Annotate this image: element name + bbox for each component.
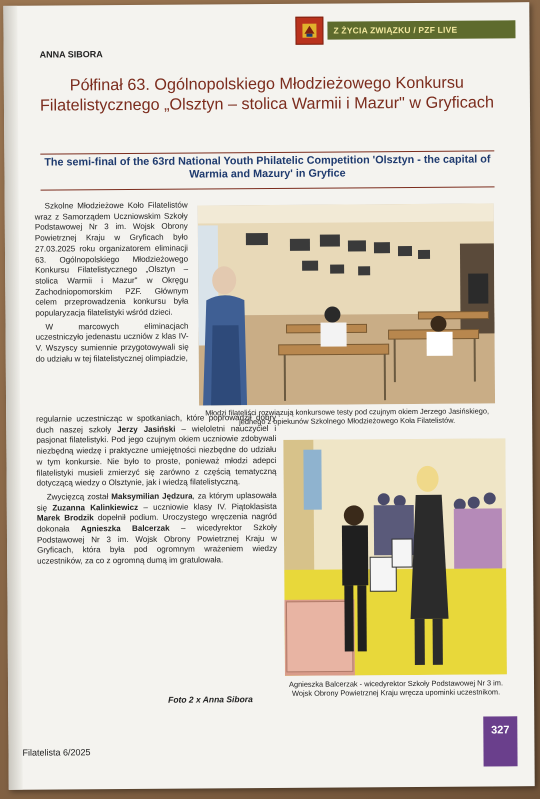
magazine-page: [3, 2, 534, 790]
presenter-name: Agnieszka Balcerzak: [80, 523, 170, 534]
award-ceremony-photo: [283, 438, 507, 676]
page-number: 327: [483, 716, 517, 766]
pzf-emblem-icon: [295, 17, 323, 45]
paragraph-2: W marcowych eliminacjach uczestniczyło jedenastu uczniów z klas IV-V. Wszyscy sumiennie przygotowywali się do udziału w tej filatelistycznej olimpiadzie,: [35, 321, 189, 364]
teacher-name: Jerzy Jasiński: [117, 424, 176, 434]
article-column-wide: [36, 413, 277, 571]
photo-caption-1: Młodzi filateliści rozwiązują konkursowe testy pod czujnym okiem Jerzego Jasińskiego, jednego z opiekunów Szkolnego Młodzieżowego Koła Filatelistów.: [205, 406, 490, 427]
p3-text-start: regularnie uczestnicząc w spotkaniach, które poprowadził dobry duch naszej szkoły: [36, 412, 277, 435]
photo-credit: Foto 2 x Anna Sibora: [168, 694, 253, 705]
article-author: ANNA SIBORA: [39, 49, 103, 60]
classroom-photo: [198, 203, 495, 405]
paragraph-1: Szkolne Młodzieżowe Koło Filatelistów wraz z Samorządem Uczniowskim Szkoły Podstawowej Nr 3 im. Wojsk Obrony Powietrznej Kraju w Gryficach było 27.03.2025 roku organizatorem eliminacji 63. Ogólnopolskiego Młodzieżowego Konkursu Filatelistycznego „Olsztyn – stolica Warmii i Mazur" w Okręgu Zachodniopomorskim PZF. Głównym celem przeprowadzenia konkursu była popularyzacja filatelistyki wśród dzieci.: [34, 200, 189, 318]
magazine-issue: Filatelista 6/2025: [22, 747, 91, 758]
second-place-name: Zuzanna Kalinkiewicz: [52, 502, 139, 513]
p4-text-a: Zwycięzcą został: [46, 492, 109, 502]
third-place-name: Marek Brodzik: [36, 513, 94, 523]
photo-caption-2: Agnieszka Balcerzak - wicedyrektor Szkoły Podstawowej Nr 3 im. Wojsk Obrony Powietrznej Kraju wręcza upominki uczestnikom.: [288, 678, 504, 698]
winner-name: Maksymilian Jędzura: [111, 491, 193, 502]
title-divider-bottom: [41, 186, 495, 190]
article-title-english: The semi-final of the 63rd National Youth Philatelic Competition 'Olsztyn - the capital of Warmia and Mazury' in Gryfice: [44, 153, 491, 181]
paragraph-4: [37, 491, 278, 568]
p4-text-c: – uczniowie klasy IV. Piątoklasista: [143, 501, 277, 512]
article-title-polish: Półfinał 63. Ogólnopolskiego Młodzieżowego Konkursu Filatelistycznego „Olsztyn – stolica Warmii i Mazur" w Gryficach: [39, 73, 495, 115]
section-header: [295, 16, 515, 44]
section-label: Z ŻYCIA ZWIĄZKU / PZF LIVE: [327, 20, 515, 39]
p4-text-e: – wicedyrektor Szkoły Podstawowej Nr 3 im. Wojsk Obrony Powietrznej Kraju w Gryficach, która była pod ogromnym wrażeniem wiedzy uczestników, za co z ogromną dumą im gratulowała.: [36, 522, 278, 566]
p4-text-b: , za którym uplasowała się: [36, 490, 277, 513]
article-column-narrow: [35, 201, 189, 369]
p3-text-end: – wieloletni nauczyciel i pasjonat filatelistyki. Pod jego czujnym okiem uczniowie zdobywali niezbędną wiedzę i praktyczne umiejętności niezbędne do udziału w tym konkursie. Nie było to proste, ponieważ młodzi adepci filatelistyki musieli zmierzyć się zarówno z częścią tematyczną dotyczącą wiedzy o Olsztynie, jak i wiedzą filatelistyczną.: [36, 423, 277, 488]
p4-text-d: dopełnił podium. Uroczystego wręczenia nagród dokonała: [36, 512, 277, 534]
